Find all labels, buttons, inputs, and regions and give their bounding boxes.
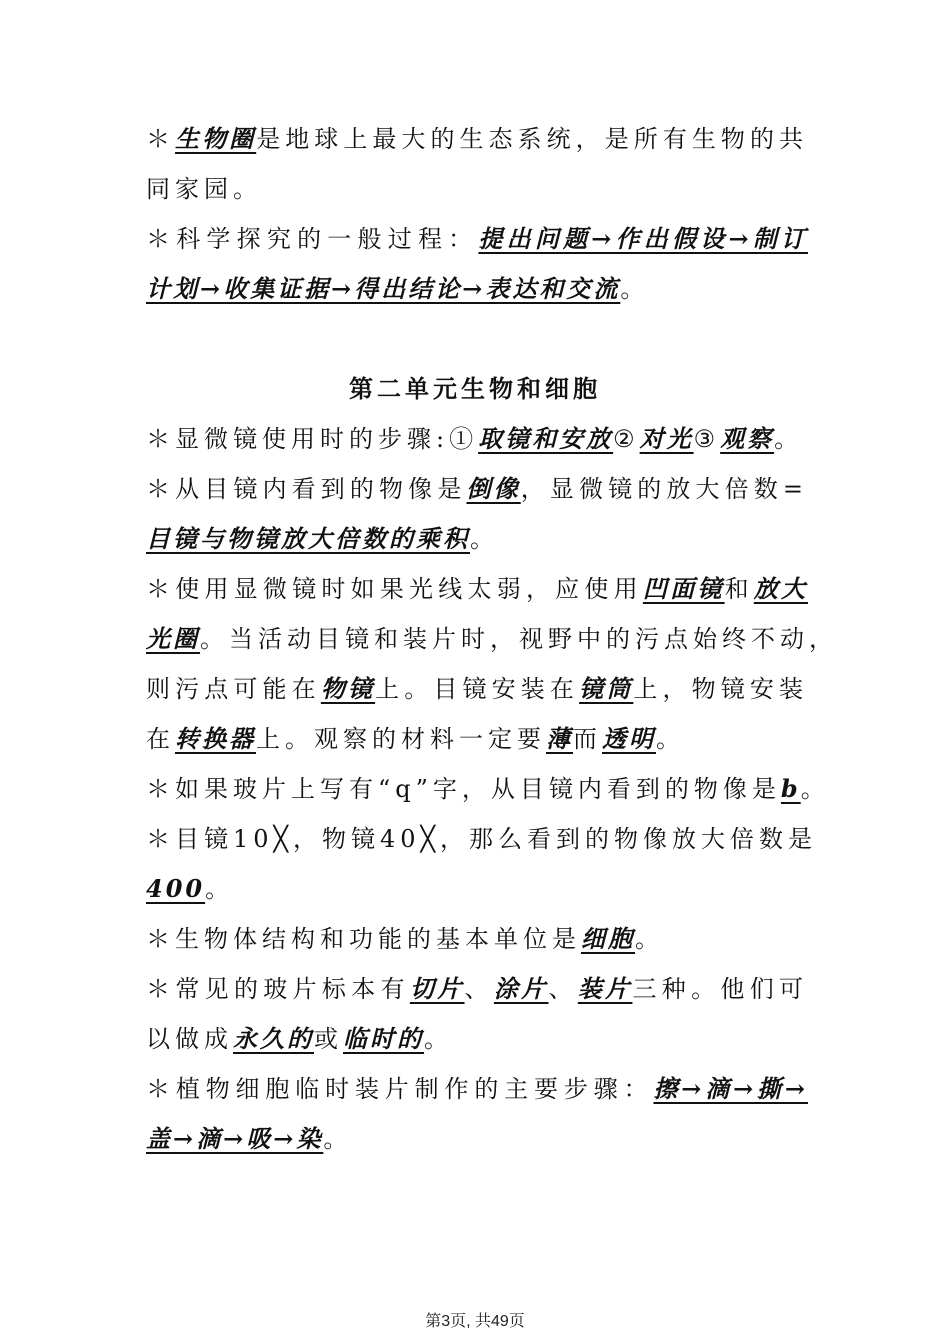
- highlighted-term: 物镜: [320, 674, 376, 703]
- highlighted-term: 观察: [720, 424, 775, 453]
- text-segment: ，显微镜的放大倍数=: [520, 475, 809, 503]
- highlighted-term: 镜筒: [579, 674, 634, 703]
- text-line: [146, 522, 808, 556]
- text-segment: ＊显微镜使用时的步骤:①: [146, 425, 479, 453]
- text-line: [146, 572, 808, 606]
- highlighted-term: 目镜与物镜放大倍数的乘积: [146, 524, 470, 553]
- text-segment: 上，物镜安装: [633, 675, 809, 703]
- text-segment: ＊目镜10╳，物镜40╳，那么看到的物像放大倍数是: [146, 825, 817, 853]
- text-line: [146, 972, 808, 1006]
- text-segment: ②: [613, 425, 640, 453]
- text-segment: 。: [800, 775, 830, 803]
- text-segment: ＊使用显微镜时如果光线太弱，应使用: [146, 575, 643, 603]
- text-line: [146, 872, 808, 906]
- text-segment: 以做成: [146, 1025, 233, 1053]
- text-segment: 、: [464, 975, 494, 1003]
- highlighted-term: 400: [146, 874, 206, 903]
- text-segment: 。: [323, 1125, 353, 1153]
- text-line: [146, 772, 830, 806]
- text-segment: 三种。他们可: [632, 975, 809, 1003]
- highlighted-term: 擦→滴→撕→: [653, 1074, 809, 1103]
- text-segment: ③: [693, 425, 721, 453]
- text-line: [146, 1022, 808, 1056]
- text-segment: 是地球上最大的生态系统，是所有生物的共: [256, 125, 809, 153]
- text-line: [146, 1122, 808, 1156]
- highlighted-term: 切片: [409, 974, 465, 1003]
- highlighted-term: 薄: [546, 724, 573, 753]
- text-segment: 。: [205, 875, 235, 903]
- highlighted-term: 涂片: [493, 974, 549, 1003]
- highlighted-term: 取镜和安放: [478, 424, 614, 453]
- text-line: [146, 272, 808, 306]
- text-segment: 。: [656, 725, 685, 753]
- text-segment: 在: [146, 725, 175, 753]
- text-segment: 。: [635, 925, 664, 953]
- text-line: [146, 122, 808, 156]
- text-segment: 则污点可能在: [146, 675, 321, 703]
- text-segment: 。当活动目镜和装片时，视野中的污点始终不动，: [200, 625, 838, 653]
- text-segment: ＊常见的玻片标本有: [146, 975, 410, 1003]
- text-segment: 而: [573, 725, 602, 753]
- highlighted-term: 细胞: [581, 924, 635, 953]
- text-line: [146, 1072, 808, 1106]
- text-segment: 。: [424, 1025, 453, 1053]
- highlighted-term: 透明: [602, 724, 656, 753]
- highlighted-term: b: [780, 774, 801, 803]
- text-segment: 。: [620, 275, 650, 303]
- highlighted-term: 转换器: [175, 724, 256, 753]
- highlighted-term: 盖→滴→吸→染: [146, 1124, 324, 1153]
- text-line: [146, 672, 808, 706]
- highlighted-term: 放大: [753, 574, 809, 603]
- text-line: [146, 222, 808, 256]
- text-segment: 上。目镜安装在: [375, 675, 580, 703]
- text-line: [146, 922, 808, 956]
- highlighted-term: 生物圈: [175, 124, 257, 153]
- text-segment: 上。观察的材料一定要: [256, 725, 546, 753]
- text-segment: ＊: [146, 125, 176, 153]
- highlighted-term: 装片: [577, 974, 633, 1003]
- highlighted-term: 光圈: [146, 624, 200, 653]
- text-segment: 或: [314, 1025, 343, 1053]
- text-segment: ＊生物体结构和功能的基本单位是: [146, 925, 581, 953]
- highlighted-term: 临时的: [343, 1024, 424, 1053]
- text-segment: 。: [774, 425, 804, 453]
- text-line: [146, 472, 808, 506]
- text-segment: 。: [470, 525, 499, 553]
- text-segment: 和: [724, 575, 754, 603]
- text-line: [146, 622, 838, 656]
- text-segment: ＊从目镜内看到的物像是: [146, 475, 467, 503]
- page-footer: 第3页, 共49页: [425, 1313, 525, 1330]
- highlighted-term: 永久的: [233, 1024, 314, 1053]
- highlighted-term: 凹面镜: [642, 574, 725, 603]
- text-segment: ＊如果玻片上写有“q”字，从目镜内看到的物像是: [146, 775, 781, 803]
- text-line: [146, 722, 808, 756]
- highlighted-term: 计划→收集证据→得出结论→表达和交流: [146, 274, 621, 303]
- text-line: [146, 422, 808, 456]
- section-heading: 第二单元生物和细胞: [349, 374, 601, 403]
- highlighted-term: 对光: [639, 424, 694, 453]
- highlighted-term: 倒像: [466, 474, 521, 503]
- highlighted-term: 提出问题→作出假设→制订: [478, 224, 808, 253]
- text-segment: 同家园。: [146, 175, 262, 203]
- text-segment: 、: [548, 975, 578, 1003]
- text-segment: ＊植物细胞临时装片制作的主要步骤：: [146, 1075, 654, 1103]
- text-segment: ＊科学探究的一般过程：: [146, 225, 479, 253]
- text-line: [146, 172, 808, 206]
- text-line: [146, 822, 817, 856]
